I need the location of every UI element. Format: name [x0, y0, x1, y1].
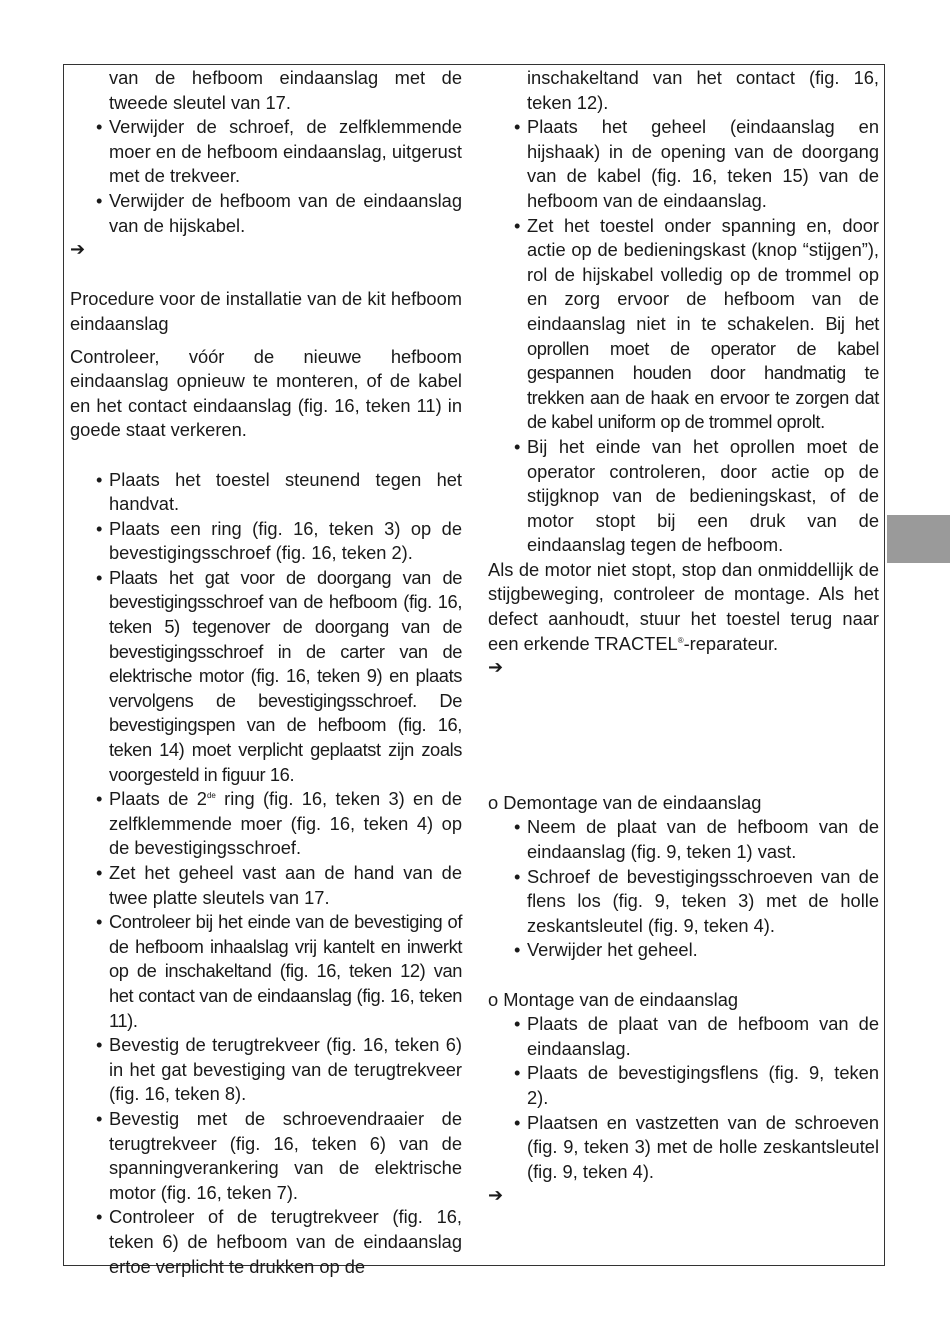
right-column [488, 66, 879, 1209]
bullet-3: • Plaats het gat voor de doorgang van de bevestigingsschroef van de hefboom (fig. 16, teken 5) tegenover de doorgang van de bevestigingsschroef in de carter van de elektrische motor (fig. 16, teken 9) en plaats vervolgens de bevestigingsschroef. De bevestigingspen van de hefboom (fig. 16, teken 14) moet verplicht geplaatst zijn zoals voorgesteld in figuur 16. [70, 566, 462, 787]
bullet-4: • Plaats de 2de ring (fig. 16, teken 3) en de zelfklemmende moer (fig. 16, teken 4) op de bevestigingsschroef. [70, 787, 462, 861]
bullet-8: • Bevestig met de schroevendraaier de terugtrekveer (fig. 16, teken 6) van de spanningverankering van de elektrische motor (fig. 16, teken 7). [70, 1107, 462, 1205]
intro-paragraph: Controleer, vóór de nieuwe hefboom eindaanslag opnieuw te monteren, of de kabel en het contact eindaanslag (fig. 16, teken 11) in goede staat verkeren. [70, 345, 462, 441]
section-heading: Procedure voor de installatie van de kit hefboom eindaanslag [70, 288, 462, 334]
arrow-icon: ➔ [488, 657, 504, 679]
warning-paragraph: Als de motor niet stopt, stop dan onmiddellijk de stijgbeweging, controleer de montage. Als het defect aanhoudt, stuur het toestel terug naar een erkende TRACTEL®-reparateur. [488, 558, 879, 654]
bullet-2: • Plaats een ring (fig. 16, teken 3) op de bevestigingsschroef (fig. 16, teken 2). [70, 517, 462, 566]
demontage-step-3: • Verwijder het geheel. [488, 938, 879, 963]
demontage-step-1: • Neem de plaat van de hefboom van de eindaanslag (fig. 9, teken 1) vast. [488, 815, 879, 864]
demontage-step-2: • Schroef de bevestigingsschroeven van de flens los (fig. 9, teken 3) met de holle zeskantsleutel (fig. 9, teken 4). [488, 865, 879, 939]
left-column [70, 66, 462, 1279]
arrow-icon: ➔ [488, 1185, 504, 1207]
demontage-title: o Demontage van de eindaanslag [488, 791, 762, 813]
bullet-place-assembly: • Plaats het geheel (eindaanslag en hijshaak) in de opening van de doorgang van de kabel (fig. 16, teken 15) van de hefboom van de eindaanslag. [488, 115, 879, 213]
montage-step-3: • Plaatsen en vastzetten van de schroeven (fig. 9, teken 3) met de holle zeskantsleutel (fig. 9, teken 4). [488, 1111, 879, 1185]
bullet-remove-screw: • Verwijder de schroef, de zelfklemmende moer en de hefboom eindaanslag, uitgerust met de trekveer. [70, 115, 462, 189]
continued-text: inschakeltand van het contact (fig. 16, teken 12). [527, 67, 879, 113]
bullet-1: • Plaats het toestel steunend tegen het handvat. [70, 468, 462, 517]
montage-title: o Montage van de eindaanslag [488, 988, 739, 1010]
arrow-icon: ➔ [70, 239, 86, 261]
bullet-check-stop: • Bij het einde van het oprollen moet de operator controleren, door actie op de stijgknop van de bedieningskast, of de motor stopt bij een druk van de eindaanslag tegen de hefboom. [488, 435, 879, 558]
bullet-7: • Bevestig de terugtrekveer (fig. 16, teken 6) in het gat bevestiging van de terugtrekveer (fig. 16, teken 8). [70, 1033, 462, 1107]
bullet-5: • Zet het geheel vast aan de hand van de twee platte sleutels van 17. [70, 861, 462, 910]
bullet-9: • Controleer of de terugtrekveer (fig. 16, teken 6) de hefboom van de eindaanslag ertoe verplicht te drukken op de [70, 1205, 462, 1279]
bullet-power-on: • Zet het toestel onder spanning en, door actie op de bedieningskast (knop “stijgen”), rol de hijskabel volledig op de trommel op en zorg ervoor de hefboom van de eindaanslag niet in te schakelen. Bij het oprollen moet de operator de kabel gespannen houden door handmatig te trekken aan de haak en ervoor te zorgen dat de kabel uniform op de trommel oprolt. [488, 214, 879, 435]
bullet-6: • Controleer bij het einde van de bevestiging of de hefboom inhaalslag vrij kantelt en inwerkt op de inschakeltand (fig. 16, teken 12) van het contact van de eindaanslag (fig. 16, teken 11). [70, 910, 462, 1033]
montage-step-1: • Plaats de plaat van de hefboom van de eindaanslag. [488, 1012, 879, 1061]
bullet-remove-lever: • Verwijder de hefboom van de eindaanslag van de hijskabel. [70, 189, 462, 238]
section-tab-marker [887, 515, 950, 563]
montage-step-2: • Plaats de bevestigingsflens (fig. 9, teken 2). [488, 1061, 879, 1110]
continued-text: van de hefboom eindaanslag met de tweede sleutel van 17. [109, 67, 462, 113]
